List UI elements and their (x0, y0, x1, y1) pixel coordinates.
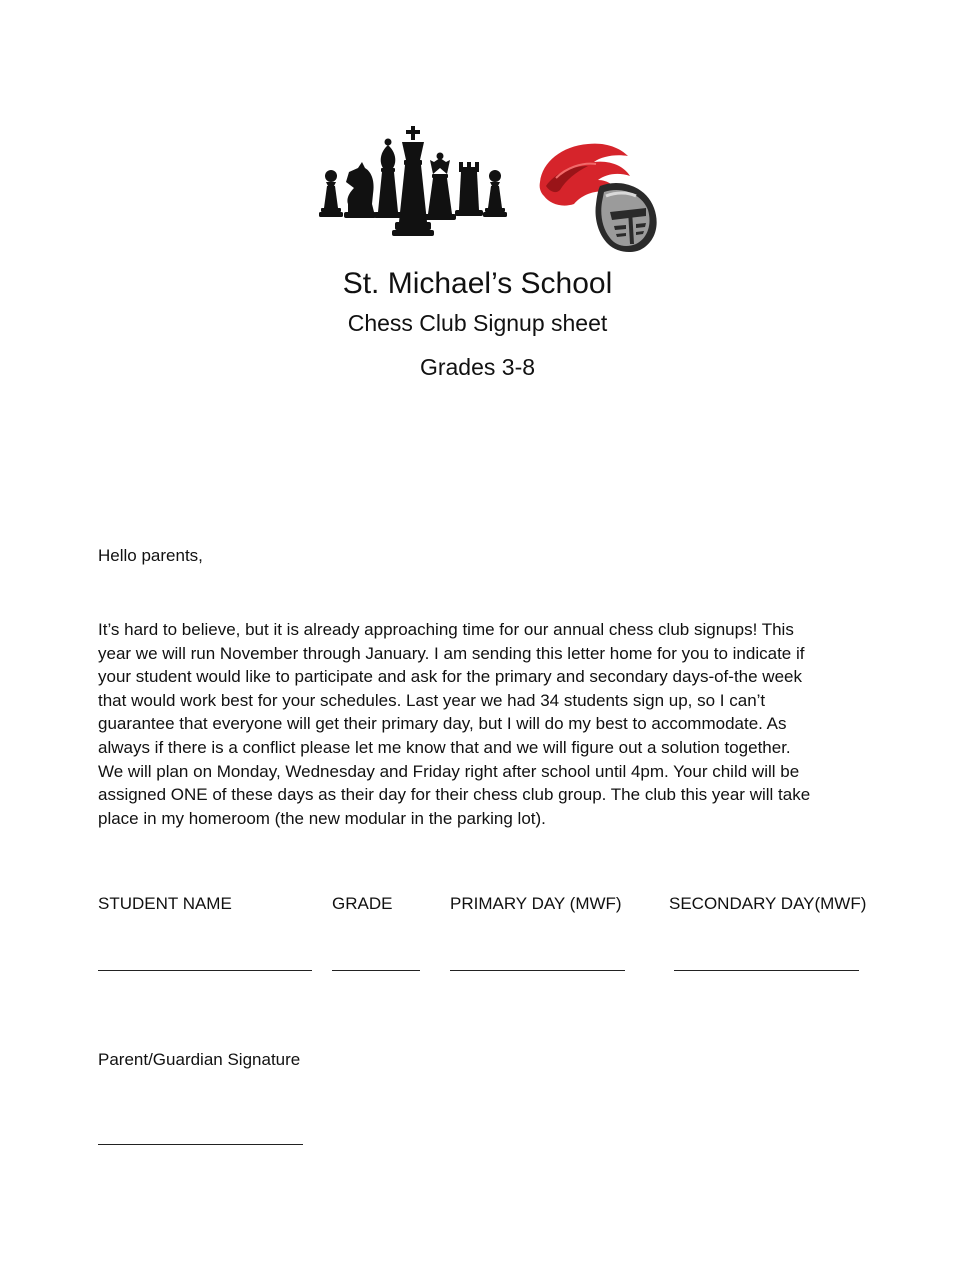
chess-pieces-icon (318, 124, 510, 240)
letter-line: guarantee that everyone will get their primary day, but I will do my best to accommodate. As (98, 714, 787, 734)
queen-piece-icon (424, 153, 456, 221)
knight-helmet-icon (536, 138, 666, 256)
grade-field[interactable] (332, 970, 420, 971)
letter-line: It’s hard to believe, but it is already approaching time for our annual chess club signups! This (98, 620, 794, 639)
student-name-header: STUDENT NAME (98, 894, 232, 913)
bishop-piece-icon (374, 139, 402, 219)
letter-line: place in my homeroom (the new modular in the parking lot). (98, 808, 546, 828)
rook-piece-icon (455, 162, 483, 216)
student-name-field[interactable] (98, 970, 312, 971)
sheet-subtitle: Chess Club Signup sheet (347, 310, 608, 336)
secondary-day-field[interactable] (674, 970, 859, 971)
signature-label: Parent/Guardian Signature (98, 1050, 301, 1069)
header-logos (318, 120, 668, 260)
letter-line: always if there is a conflict please let me know that and we will figure out a solution together. (98, 737, 791, 757)
secondary-day-header: SECONDARY DAY(MWF) (669, 894, 867, 913)
grade-header: GRADE (332, 894, 393, 913)
letter-line: your student would like to participate and ask for the primary and secondary days-of-the week (98, 667, 802, 687)
pawn-icon (319, 170, 343, 217)
letter-line: We will plan on Monday, Wednesday and Friday right after school until 4pm. Your child will be (98, 761, 800, 781)
letter-line: assigned ONE of these days as their day for their chess club group. The club this year will take (98, 785, 811, 805)
letter-body (98, 618, 868, 830)
letter-greeting: Hello parents, (98, 546, 203, 565)
primary-day-field[interactable] (450, 970, 625, 971)
pawn-icon (483, 170, 507, 217)
school-title: St. Michael’s School (342, 267, 613, 300)
letter-line: that would work best for your schedules. Last year we had 34 students sign up, so I can’t (98, 690, 766, 710)
primary-day-header: PRIMARY DAY (MWF) (450, 894, 622, 913)
grades-label: Grades 3-8 (419, 354, 536, 380)
signature-field[interactable] (98, 1144, 303, 1145)
knight-piece-icon (344, 162, 376, 218)
letter-line: year we will run November through January. I am sending this letter home for you to indicate if (98, 643, 805, 663)
